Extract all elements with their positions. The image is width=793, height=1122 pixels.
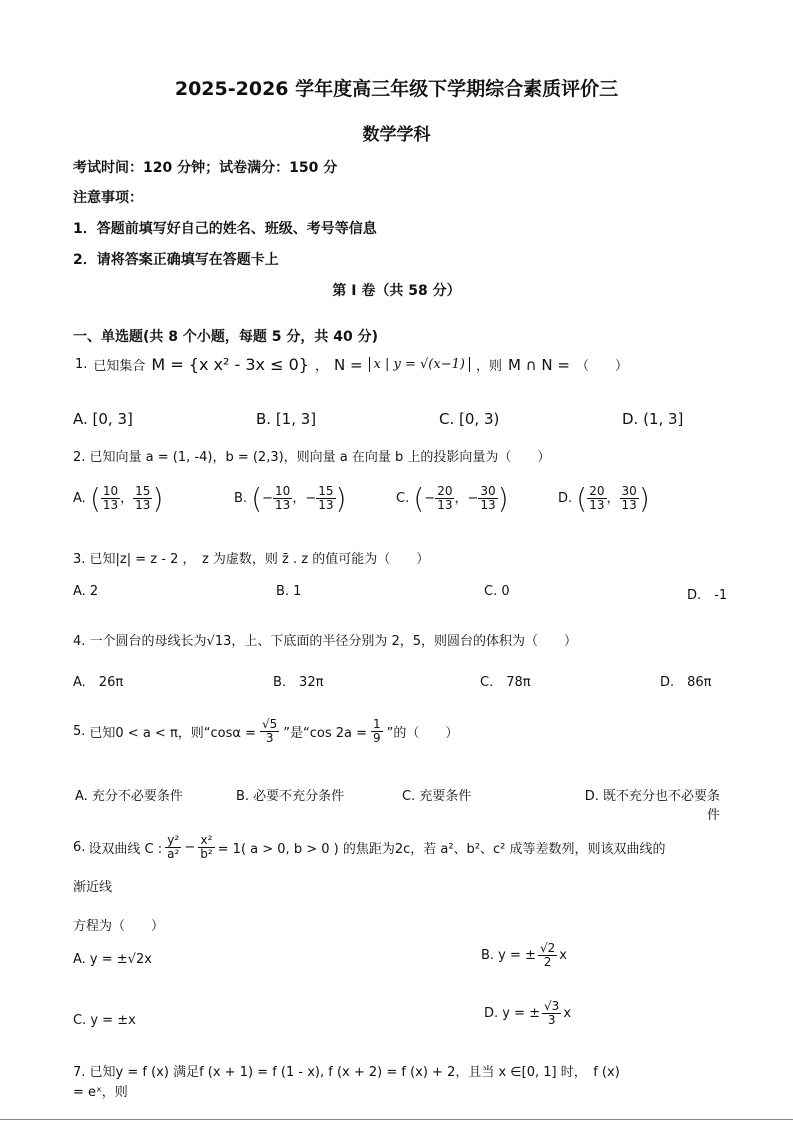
question-1 bbox=[75, 355, 628, 374]
q1-lead: 已知集合 bbox=[93, 359, 146, 374]
q1-number: 1. bbox=[75, 357, 88, 372]
exam-title: 2025-2026 学年度高三年级下学期综合素质评价三 bbox=[174, 78, 619, 100]
q3-option-c[interactable]: C. 0 bbox=[484, 584, 510, 599]
note-2: 2．请将答案正确填写在答题卡上 bbox=[73, 252, 279, 268]
q4-text: 一个圆台的母线长为√13，上、下底面的半径分别为 2，5，则圆台的体积为（ ） bbox=[89, 634, 578, 649]
q1-option-a[interactable]: A. [0, 3] bbox=[73, 410, 133, 428]
q1-set-n-body: x | y = √(x−1) bbox=[369, 357, 470, 372]
subject-title: 数学学科 bbox=[362, 125, 431, 145]
q7-line-2: = eˣ，则 bbox=[73, 1085, 128, 1100]
q7-number: 7. bbox=[73, 1065, 86, 1080]
q5-mid: ”是“cos 2a = bbox=[283, 726, 368, 742]
question-6: 6. 设双曲线 C : $\frac{\text{y²}}{\text{a²}}$ − $\frac{\text{x²}}{\text{b²}}$ = 1( a > 0, b > 0 ) 的焦距为2c，若 a²、b²、c² 成等差数列，则该双曲线的 bbox=[73, 833, 666, 862]
q5-frac2-num: 1 bbox=[373, 717, 381, 731]
q6-condition: = 1( a > 0, b > 0 ) 的焦距为2c，若 a²、b²、c² 成等差数列，则该双曲线的 bbox=[217, 842, 666, 858]
q1-option-c[interactable]: C. [0, 3) bbox=[439, 410, 500, 428]
q5-post: ”的（ ） bbox=[386, 726, 459, 742]
note-1: 1．答题前填写好自己的姓名、班级、考号等信息 bbox=[73, 221, 377, 237]
question-4 bbox=[73, 630, 577, 649]
q5-frac1-num: √5 bbox=[262, 717, 278, 731]
q6-line-3: 方程为（ ） bbox=[73, 919, 165, 934]
q5-number: 5. bbox=[73, 724, 86, 740]
q2-option-c[interactable]: C. (− $\frac{20}{13}$ ，− $\frac{30}{13}$ ) bbox=[396, 482, 509, 515]
q1-ask: M ∩ N = bbox=[507, 355, 570, 374]
part-title: 第 I 卷（共 58 分） bbox=[332, 283, 461, 299]
q1-option-b[interactable]: B. [1, 3] bbox=[256, 410, 317, 428]
question-5 bbox=[73, 718, 458, 745]
q3-option-b[interactable]: B. 1 bbox=[276, 584, 302, 599]
q6-pre: 设双曲线 C : bbox=[88, 842, 163, 858]
q2-option-b[interactable]: B. (− $\frac{10}{13}$ ，− $\frac{15}{13}$ ) bbox=[234, 482, 347, 515]
q1-option-d[interactable]: D. (1, 3] bbox=[622, 410, 684, 428]
notes-title: 注意事项： bbox=[73, 190, 143, 206]
question-3 bbox=[73, 548, 429, 567]
q6-option-a[interactable]: A. y = ±√2x bbox=[73, 952, 152, 967]
q5-option-b[interactable]: B. 必要不充分条件 bbox=[236, 789, 345, 804]
q5-frac2-den: 9 bbox=[373, 731, 381, 746]
q2-number: 2. bbox=[73, 450, 86, 465]
q1-set-m: M = {x x² - 3x ≤ 0} bbox=[151, 355, 309, 374]
q6-option-c[interactable]: C. y = ±x bbox=[73, 1013, 136, 1028]
q1-comma: ， bbox=[314, 359, 328, 374]
question-7 bbox=[73, 1061, 620, 1080]
q6-option-b[interactable]: B. y = ± $\frac{√2}{2}$ x bbox=[481, 941, 567, 970]
q4-option-b[interactable]: B. 32π bbox=[273, 675, 324, 690]
exam-info: 考试时间：120 分钟；试卷满分：150 分 bbox=[73, 160, 338, 176]
q1-set-n-prefix: N = bbox=[333, 355, 363, 374]
q5-option-d[interactable]: D. 既不充分也不必要条件 bbox=[584, 789, 720, 823]
q5-pre: 已知0 < a < π，则“cosα = bbox=[89, 726, 256, 742]
q3-option-a[interactable]: A. 2 bbox=[73, 584, 99, 599]
q6-number: 6. bbox=[73, 840, 86, 856]
q7-line-1: 已知y = f (x) 满足f (x + 1) = f (1 - x), f (x + 2) = f (x) + 2，且当 x ∈[0, 1] 时， f (x) bbox=[89, 1065, 620, 1080]
q6-line-2: 渐近线 bbox=[73, 880, 113, 895]
q3-text: 已知|z| = z - 2 ， z 为虚数，则 z̄ . z 的值可能为（ ） bbox=[89, 552, 430, 567]
q5-option-a[interactable]: A. 充分不必要条件 bbox=[75, 789, 183, 804]
q4-option-a[interactable]: A. 26π bbox=[73, 675, 124, 690]
q4-option-d[interactable]: D. 86π bbox=[660, 675, 712, 690]
q2-option-a[interactable]: A. ( $\frac{10}{13}$ ， $\frac{15}{13}$ ) bbox=[73, 482, 164, 515]
question-2 bbox=[73, 446, 550, 465]
q5-frac1-den: 3 bbox=[265, 731, 274, 746]
q2-option-d[interactable]: D. ( $\frac{20}{13}$ ， $\frac{30}{13}$ ) bbox=[558, 482, 650, 515]
q4-option-c[interactable]: C. 78π bbox=[480, 675, 531, 690]
q1-blank: （ ） bbox=[575, 359, 628, 374]
q3-option-d[interactable]: D. -1 bbox=[687, 588, 728, 603]
q1-then: ，则 bbox=[475, 359, 502, 374]
q4-number: 4. bbox=[73, 634, 86, 649]
section-title: 一、单选题(共 8 个小题，每题 5 分，共 40 分) bbox=[73, 329, 379, 345]
q5-option-c[interactable]: C. 充要条件 bbox=[402, 789, 472, 804]
q6-option-d[interactable]: D. y = ± $\frac{√3}{3}$ x bbox=[484, 999, 572, 1028]
q2-text: 已知向量 a = (1, -4)，b = (2,3)，则向量 a 在向量 b 上的投影向量为（ ） bbox=[89, 450, 551, 465]
page-bottom-divider bbox=[0, 1119, 793, 1120]
q3-number: 3. bbox=[73, 552, 86, 567]
